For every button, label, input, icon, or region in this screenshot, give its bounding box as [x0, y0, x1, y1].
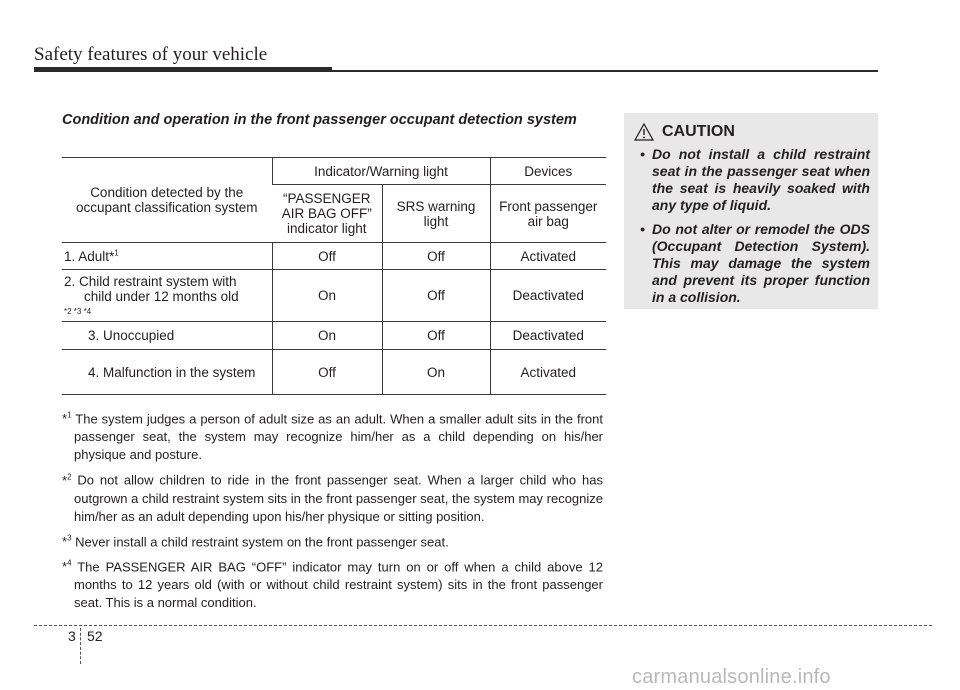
page-number-divider [80, 628, 81, 664]
caution-list [634, 146, 870, 313]
header-pab-off-indicator: “PASSENGER AIR BAG OFF” indicator light [272, 185, 382, 243]
row-bag: Activated [490, 243, 606, 270]
section-title: Condition and operation in the front passenger occupant detection system [62, 112, 577, 128]
footnote-item: *$^3$ Never install a child restraint system on the front passenger seat. [62, 533, 449, 549]
row-condition: 3. Unoccupied [62, 322, 272, 350]
caution-box [624, 113, 878, 309]
section-number: 3 [68, 628, 76, 644]
bullet-icon: • [640, 221, 645, 237]
row-condition: 4. Malfunction in the system [62, 350, 272, 395]
warning-triangle-icon [634, 123, 654, 141]
row-bag: Activated [490, 350, 606, 395]
watermark-text: carmanualsonline.info [632, 666, 831, 688]
row-pab: On [272, 322, 382, 350]
table-row [62, 270, 606, 322]
table-row [62, 243, 606, 270]
header-rule-thick [34, 67, 332, 72]
row-pab: On [272, 270, 382, 322]
header-condition: Condition detected by the occupant classification system [62, 158, 272, 243]
header-srs-warning-light: SRS warning light [382, 185, 490, 243]
row-srs: Off [382, 270, 490, 322]
row-bag: Deactivated [490, 322, 606, 350]
row-pab: Off [272, 243, 382, 270]
page-header-title: Safety features of your vehicle [34, 44, 268, 65]
table-row [62, 350, 606, 395]
header-devices-group: Devices [490, 158, 606, 185]
caution-header [634, 121, 735, 143]
header-rule-thin [332, 70, 878, 72]
footer-divider [34, 625, 932, 626]
bullet-icon: • [640, 146, 645, 162]
ods-condition-table [62, 157, 606, 395]
footnote-item: *$^1$ The system judges a person of adult size as an adult. When a smaller adult sits in the front passenger seat, the system may recognize him/her as a child depending on his/her physique and posture. [62, 411, 603, 463]
row-pab: Off [272, 350, 382, 395]
caution-title: CAUTION [662, 123, 735, 140]
row-srs: Off [382, 322, 490, 350]
row-srs: On [382, 350, 490, 395]
row-condition: 1. Adult*$^1$ [62, 243, 272, 270]
footnote-item: *$^2$ Do not allow children to ride in the front passenger seat. When a larger child who has outgrown a child restraint system sits in the front passenger seat, the system may recognize him/her as an adult depending upon his/her physique or sitting position. [62, 472, 603, 524]
page-number: 52 [87, 628, 103, 644]
row-bag: Deactivated [490, 270, 606, 322]
footnote-item: *$^4$ The PASSENGER AIR BAG “OFF” indicator may turn on or off when a child above 12 months to 12 years old (with or without child restraint system) sits in the front passenger seat. This is a normal condition. [62, 558, 603, 611]
row-srs: Off [382, 243, 490, 270]
table-row [62, 322, 606, 350]
caution-item: • Do not install a child restraint seat in the passenger seat when the seat is heavily soaked with any type of liquid. [640, 146, 870, 213]
header-front-passenger-airbag: Front passenger air bag [490, 185, 606, 243]
header-indicator-group: Indicator/Warning light [272, 158, 490, 185]
footnotes [62, 407, 603, 616]
row-condition: 2. Child restraint system with child under 12 months old *2 *3 *4 [62, 270, 272, 322]
caution-item: • Do not alter or remodel the ODS (Occupant Detection System). This may damage the system and prevent its proper function in a collision. [640, 221, 870, 305]
